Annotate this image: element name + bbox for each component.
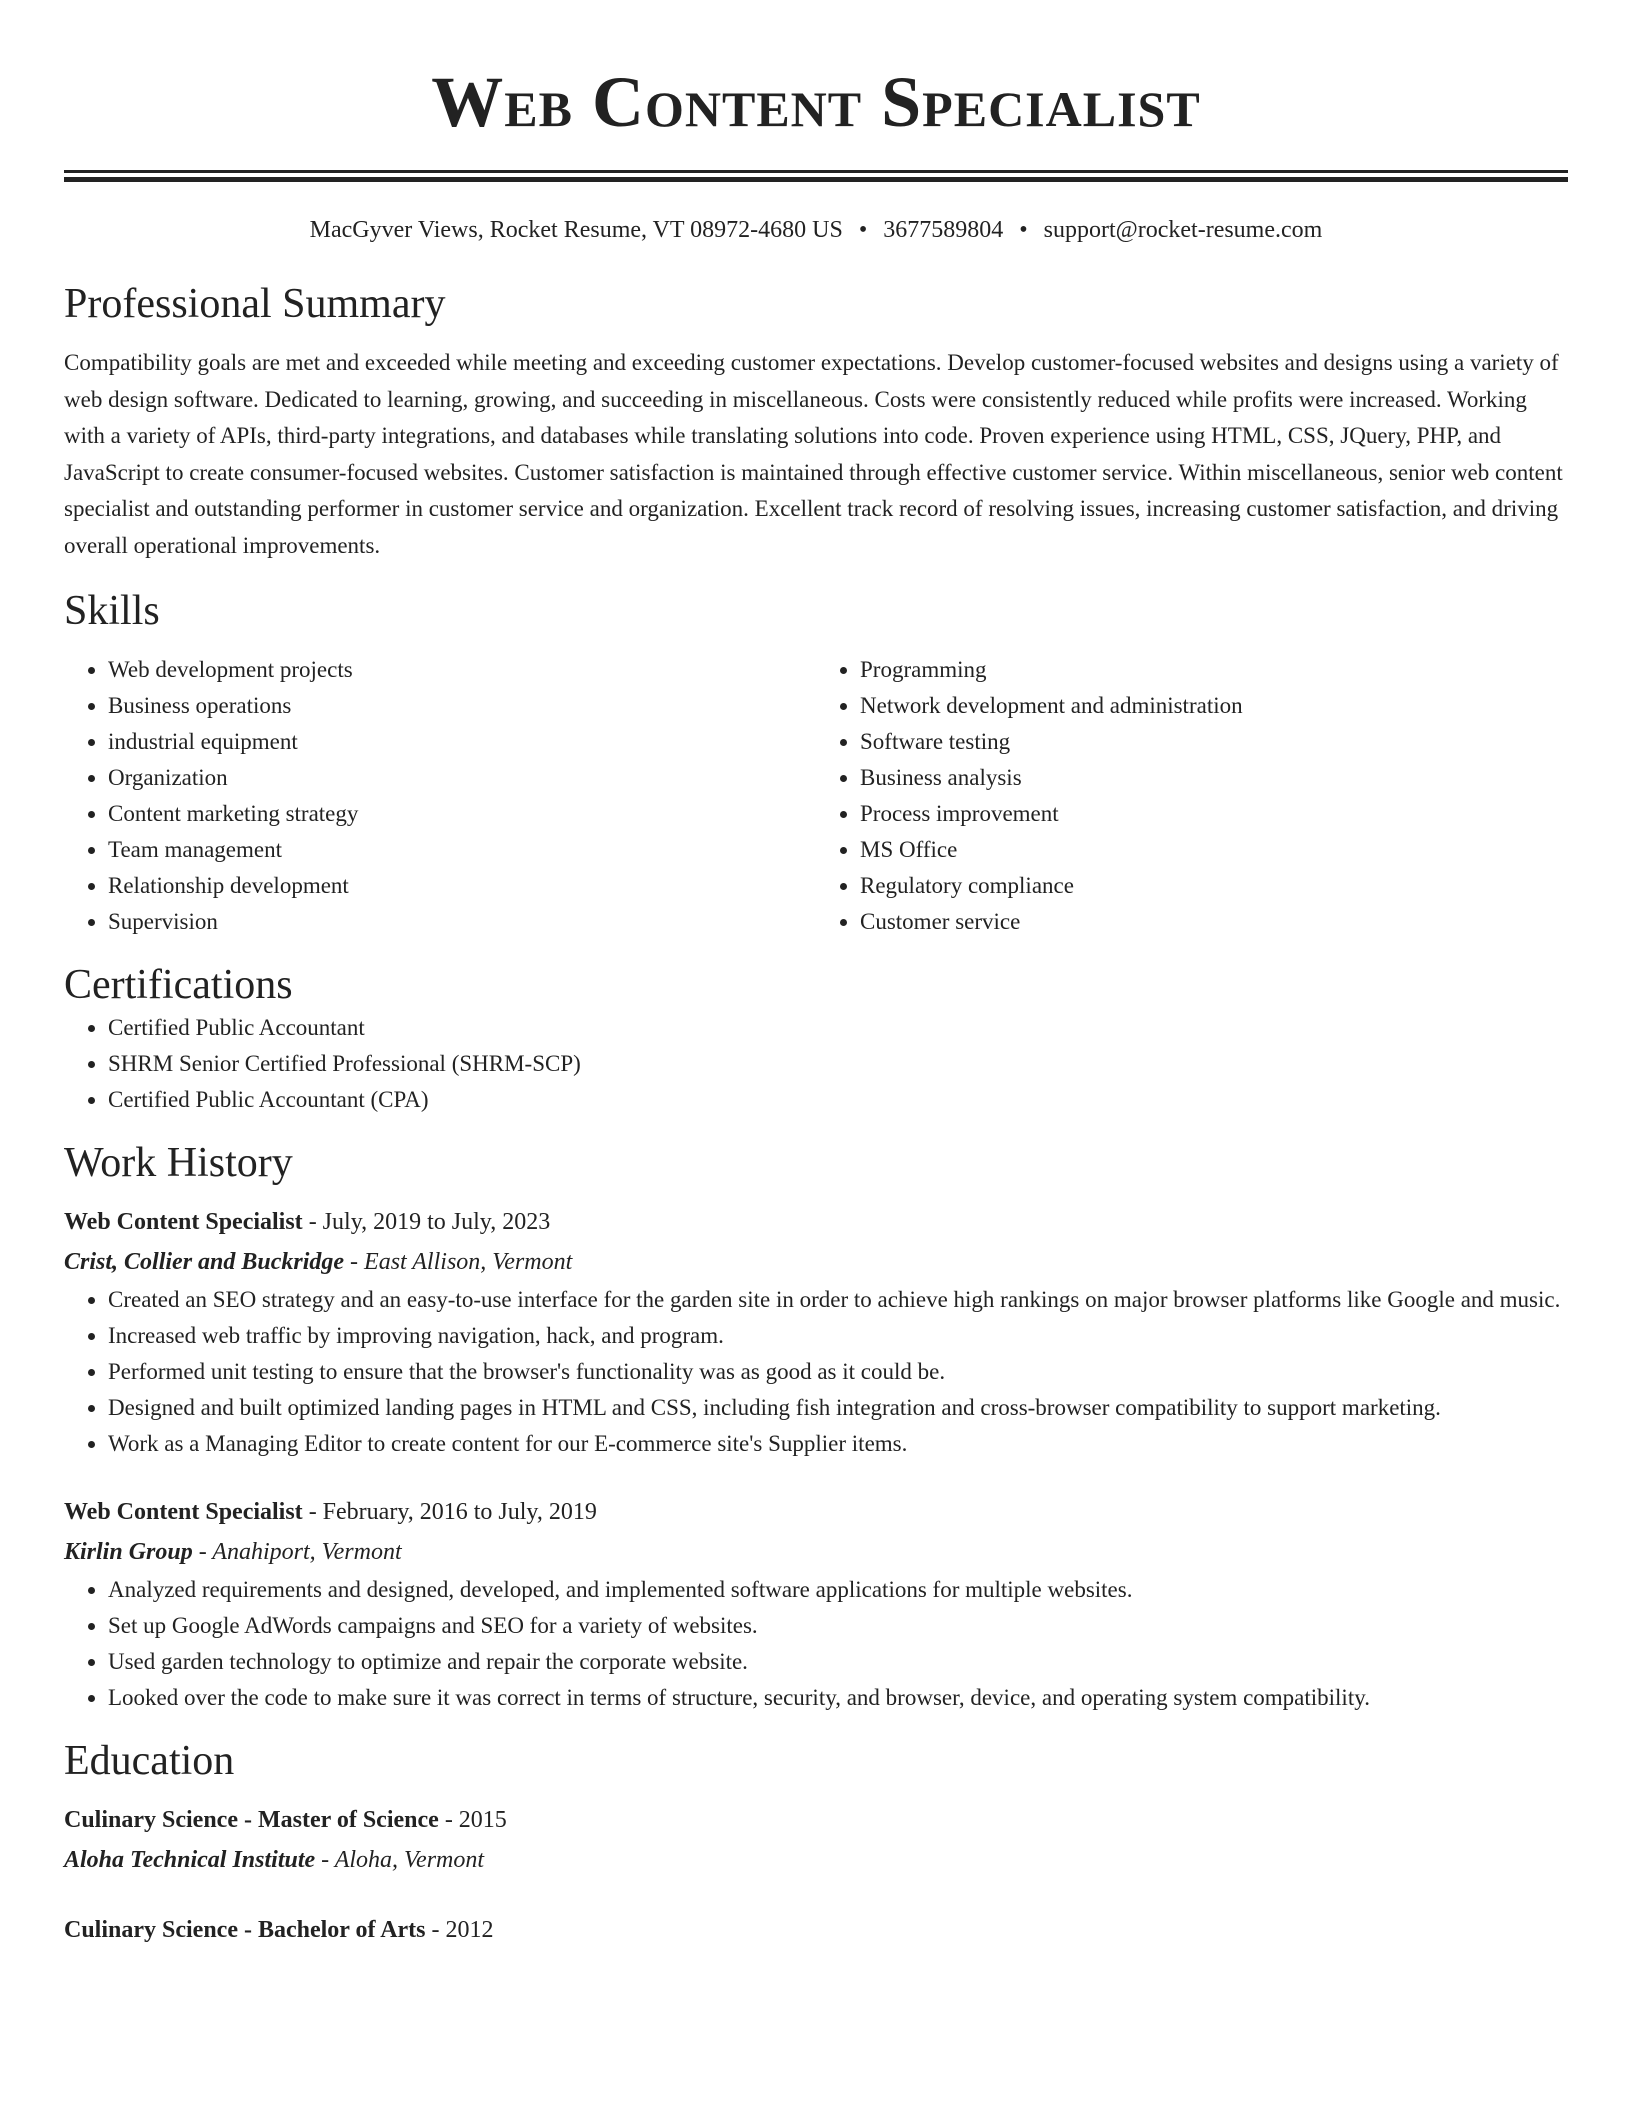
- skill-item: • Organization: [108, 760, 816, 796]
- skill-item: • Process improvement: [860, 796, 1568, 832]
- contact-address: MacGyver Views, Rocket Resume, VT 08972-4680 US: [309, 217, 843, 243]
- job-title-line: [64, 1492, 1568, 1532]
- school-location: - Aloha, Vermont: [315, 1847, 485, 1873]
- skill-item: • Regulatory compliance: [860, 868, 1568, 904]
- skill-item: • Web development projects: [108, 652, 816, 688]
- job-bullets: [64, 1572, 1568, 1716]
- work-history-heading: Work History: [64, 1140, 293, 1186]
- certification-item: • Certified Public Accountant: [108, 1010, 1568, 1046]
- summary-heading: Professional Summary: [64, 281, 446, 327]
- skill-item: • Business operations: [108, 688, 816, 724]
- skill-item: • Supervision: [108, 904, 816, 940]
- summary-text: Compatibility goals are met and exceeded while meeting and exceeding customer expectations. Develop customer-focused websites and designs using a variety of web design software. Dedicated to learning, growing, and succeeding in miscellaneous. Costs were consistently reduced while profits were increased. Working with a variety of APIs, third-party integrations, and databases while translating solutions into code. Proven experience using HTML, CSS, JQuery, PHP, and JavaScript to create consumer-focused websites. Customer satisfaction is maintained through effective customer service. Within miscellaneous, senior web content specialist and outstanding performer in customer service and organization. Excellent track record of resolving issues, increasing customer satisfaction, and driving overall operational improvements.: [64, 350, 1563, 558]
- degree-name: Culinary Science - Bachelor of Arts: [64, 1917, 426, 1943]
- resume-page: [64, 0, 1568, 1950]
- certifications-list: [64, 1010, 1568, 1118]
- certification-item: • Certified Public Accountant (CPA): [108, 1082, 1568, 1118]
- job-role: Web Content Specialist: [64, 1209, 303, 1235]
- contact-email: support@rocket-resume.com: [1043, 217, 1323, 243]
- certification-item: • SHRM Senior Certified Professional (SHRM-SCP): [108, 1046, 1568, 1082]
- contact-separator: •: [858, 217, 868, 243]
- job-bullet: • Designed and built optimized landing pages in HTML and CSS, including fish integration and cross-browser compatibility to support marketing.: [108, 1390, 1568, 1426]
- skill-item: • Team management: [108, 832, 816, 868]
- skill-item: • Relationship development: [108, 868, 816, 904]
- skill-item: • Software testing: [860, 724, 1568, 760]
- skills-columns: [64, 652, 1568, 940]
- job-bullet: • Increased web traffic by improving navigation, hack, and program.: [108, 1318, 1568, 1354]
- job-bullet: • Performed unit testing to ensure that the browser's functionality was as good as it could be.: [108, 1354, 1568, 1390]
- job-bullets: [64, 1282, 1568, 1462]
- job-bullet: • Created an SEO strategy and an easy-to-use interface for the garden site in order to achieve high rankings on major browser platforms like Google and music.: [108, 1282, 1568, 1318]
- employer-line: [64, 1532, 1568, 1572]
- job-role: Web Content Specialist: [64, 1499, 303, 1525]
- degree-year: - 2015: [438, 1807, 507, 1833]
- degree-name: Culinary Science - Master of Science: [64, 1807, 439, 1833]
- skill-item: • Network development and administration: [860, 688, 1568, 724]
- skill-item: • Business analysis: [860, 760, 1568, 796]
- job-bullet: • Used garden technology to optimize and repair the corporate website.: [108, 1644, 1568, 1680]
- skills-right-list: [816, 652, 1568, 940]
- job-title-line: [64, 1202, 1568, 1242]
- job-bullet: • Work as a Managing Editor to create content for our E-commerce site's Supplier items.: [108, 1426, 1568, 1462]
- job-bullet: • Set up Google AdWords campaigns and SEO for a variety of websites.: [108, 1608, 1568, 1644]
- contact-phone: 3677589804: [883, 217, 1004, 243]
- skill-item: • Content marketing strategy: [108, 796, 816, 832]
- skills-heading: Skills: [64, 588, 160, 634]
- degree-year: - 2012: [425, 1917, 494, 1943]
- employer-location: - East Allison, Vermont: [344, 1249, 573, 1275]
- skills-left-list: [64, 652, 816, 940]
- school-line: [64, 1840, 1568, 1880]
- skill-item: • industrial equipment: [108, 724, 816, 760]
- school-name: Aloha Technical Institute: [64, 1847, 316, 1873]
- certifications-heading: Certifications: [64, 962, 293, 1008]
- degree-line: [64, 1800, 1568, 1840]
- employer-line: [64, 1242, 1568, 1282]
- skill-item: • Programming: [860, 652, 1568, 688]
- contact-line: [64, 215, 1568, 245]
- employer-location: - Anahiport, Vermont: [192, 1539, 402, 1565]
- job-dates: - February, 2016 to July, 2019: [302, 1499, 597, 1525]
- header-double-rule: [64, 170, 1568, 182]
- contact-separator: •: [1019, 217, 1028, 243]
- job-dates: - July, 2019 to July, 2023: [302, 1209, 551, 1235]
- employer-name: Crist, Collier and Buckridge: [64, 1249, 345, 1275]
- job-bullet: • Analyzed requirements and designed, developed, and implemented software applications for multiple websites.: [108, 1572, 1568, 1608]
- skill-item: • Customer service: [860, 904, 1568, 940]
- degree-line: [64, 1910, 1568, 1950]
- education-heading: Education: [64, 1738, 235, 1784]
- job-bullet: • Looked over the code to make sure it was correct in terms of structure, security, and browser, device, and operating system compatibility.: [108, 1680, 1568, 1716]
- skill-item: • MS Office: [860, 832, 1568, 868]
- employer-name: Kirlin Group: [64, 1539, 193, 1565]
- resume-name: Web Content Specialist: [431, 62, 1201, 142]
